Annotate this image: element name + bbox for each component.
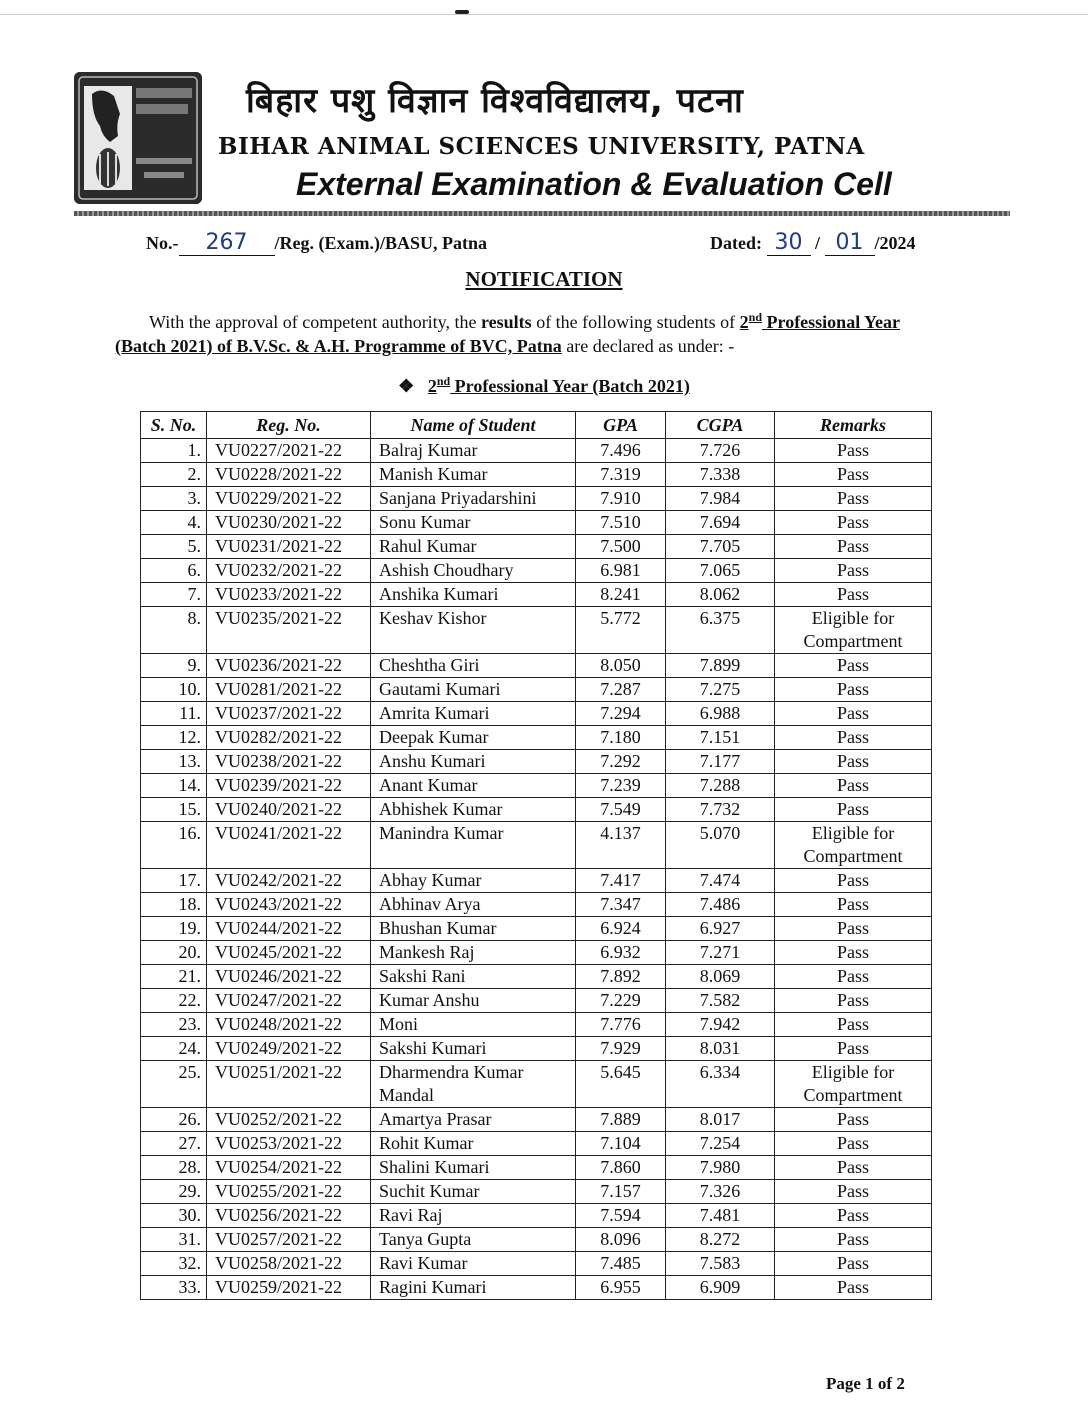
row-gpa: 7.294 (576, 702, 666, 726)
row-name: Rohit Kumar (371, 1132, 576, 1156)
row-reg-no: VU0282/2021-22 (207, 726, 371, 750)
row-reg-no: VU0248/2021-22 (207, 1013, 371, 1037)
row-cgpa: 5.070 (666, 822, 775, 869)
row-remarks: Pass (775, 774, 932, 798)
row-reg-no: VU0241/2021-22 (207, 822, 371, 869)
header-cgpa: CGPA (666, 412, 775, 439)
row-cgpa: 7.271 (666, 941, 775, 965)
table-row (141, 917, 932, 941)
header-reg-no: Reg. No. (207, 412, 371, 439)
row-name: Sanjana Priyadarshini (371, 487, 576, 511)
university-name-english: BIHAR ANIMAL SCIENCES UNIVERSITY, PATNA (218, 133, 865, 160)
row-gpa: 7.239 (576, 774, 666, 798)
row-sno: 21. (141, 965, 207, 989)
row-gpa: 8.050 (576, 654, 666, 678)
row-sno: 3. (141, 487, 207, 511)
header-gpa: GPA (576, 412, 666, 439)
row-sno: 18. (141, 893, 207, 917)
row-name: Amartya Prasar (371, 1108, 576, 1132)
row-remarks: Eligible for Compartment (775, 607, 932, 654)
row-cgpa: 7.732 (666, 798, 775, 822)
table-row (141, 1108, 932, 1132)
row-remarks: Pass (775, 678, 932, 702)
row-sno: 14. (141, 774, 207, 798)
reference-prefix: No.- (146, 233, 179, 253)
row-reg-no: VU0249/2021-22 (207, 1037, 371, 1061)
row-remarks: Pass (775, 1132, 932, 1156)
row-cgpa: 6.927 (666, 917, 775, 941)
row-cgpa: 6.375 (666, 607, 775, 654)
row-sno: 27. (141, 1132, 207, 1156)
row-sno: 9. (141, 654, 207, 678)
row-gpa: 7.292 (576, 750, 666, 774)
notification-text-part2: of the following students of (531, 312, 740, 332)
row-cgpa: 7.582 (666, 989, 775, 1013)
row-cgpa: 7.254 (666, 1132, 775, 1156)
row-name: Ragini Kumari (371, 1276, 576, 1300)
row-cgpa: 7.899 (666, 654, 775, 678)
row-name: Mankesh Raj (371, 941, 576, 965)
row-sno: 7. (141, 583, 207, 607)
row-name: Anant Kumar (371, 774, 576, 798)
row-sno: 24. (141, 1037, 207, 1061)
row-cgpa: 7.583 (666, 1252, 775, 1276)
university-name-hindi: बिहार पशु विज्ञान विश्वविद्यालय, पटना (246, 81, 744, 121)
row-gpa: 7.549 (576, 798, 666, 822)
row-remarks: Pass (775, 535, 932, 559)
row-remarks: Pass (775, 798, 932, 822)
row-remarks: Pass (775, 559, 932, 583)
row-gpa: 7.776 (576, 1013, 666, 1037)
row-sno: 10. (141, 678, 207, 702)
header-sno: S. No. (141, 412, 207, 439)
row-sno: 23. (141, 1013, 207, 1037)
row-gpa: 8.096 (576, 1228, 666, 1252)
row-remarks: Pass (775, 1252, 932, 1276)
row-gpa: 5.645 (576, 1061, 666, 1108)
row-name: Dharmendra Kumar Mandal (371, 1061, 576, 1108)
row-reg-no: VU0242/2021-22 (207, 869, 371, 893)
row-name: Gautami Kumari (371, 678, 576, 702)
row-remarks: Pass (775, 941, 932, 965)
table-row (141, 678, 932, 702)
row-gpa: 7.485 (576, 1252, 666, 1276)
row-remarks: Pass (775, 893, 932, 917)
table-row (141, 511, 932, 535)
row-sno: 32. (141, 1252, 207, 1276)
row-sno: 2. (141, 463, 207, 487)
dated-separator: / (815, 233, 821, 253)
dated-year: /2024 (874, 233, 916, 253)
row-gpa: 4.137 (576, 822, 666, 869)
table-row (141, 941, 932, 965)
table-header-row (141, 412, 932, 439)
row-cgpa: 8.062 (666, 583, 775, 607)
results-table-body (141, 439, 932, 1300)
table-row (141, 750, 932, 774)
row-name: Abhay Kumar (371, 869, 576, 893)
table-row (141, 1252, 932, 1276)
row-gpa: 7.594 (576, 1204, 666, 1228)
row-gpa: 6.955 (576, 1276, 666, 1300)
row-gpa: 7.229 (576, 989, 666, 1013)
row-sno: 28. (141, 1156, 207, 1180)
row-reg-no: VU0237/2021-22 (207, 702, 371, 726)
row-remarks: Pass (775, 439, 932, 463)
row-reg-no: VU0281/2021-22 (207, 678, 371, 702)
section-title-number: 2 (427, 376, 437, 396)
row-remarks: Pass (775, 1108, 932, 1132)
table-row (141, 798, 932, 822)
row-gpa: 7.104 (576, 1132, 666, 1156)
row-remarks: Pass (775, 726, 932, 750)
row-cgpa: 7.705 (666, 535, 775, 559)
table-row (141, 439, 932, 463)
row-remarks: Pass (775, 869, 932, 893)
row-reg-no: VU0243/2021-22 (207, 893, 371, 917)
row-reg-no: VU0236/2021-22 (207, 654, 371, 678)
row-sno: 17. (141, 869, 207, 893)
row-cgpa: 7.326 (666, 1180, 775, 1204)
row-gpa: 6.924 (576, 917, 666, 941)
row-sno: 25. (141, 1061, 207, 1108)
notification-text-part3: are declared as under: - (561, 336, 735, 356)
row-remarks: Pass (775, 511, 932, 535)
header-name: Name of Student (371, 412, 576, 439)
university-logo-icon (74, 72, 202, 204)
row-reg-no: VU0255/2021-22 (207, 1180, 371, 1204)
row-cgpa: 8.272 (666, 1228, 775, 1252)
row-sno: 13. (141, 750, 207, 774)
row-remarks: Pass (775, 965, 932, 989)
row-cgpa: 7.984 (666, 487, 775, 511)
row-name: Sakshi Kumari (371, 1037, 576, 1061)
row-cgpa: 6.909 (666, 1276, 775, 1300)
row-sno: 26. (141, 1108, 207, 1132)
row-gpa: 7.157 (576, 1180, 666, 1204)
row-name: Amrita Kumari (371, 702, 576, 726)
row-remarks: Pass (775, 702, 932, 726)
row-name: Anshika Kumari (371, 583, 576, 607)
row-gpa: 7.889 (576, 1108, 666, 1132)
row-name: Anshu Kumari (371, 750, 576, 774)
row-gpa: 7.180 (576, 726, 666, 750)
table-row (141, 1013, 932, 1037)
row-sno: 1. (141, 439, 207, 463)
row-reg-no: VU0228/2021-22 (207, 463, 371, 487)
row-reg-no: VU0229/2021-22 (207, 487, 371, 511)
row-name: Keshav Kishor (371, 607, 576, 654)
bullet-icon: ❖ (398, 376, 415, 396)
row-reg-no: VU0254/2021-22 (207, 1156, 371, 1180)
row-remarks: Pass (775, 989, 932, 1013)
notification-title: NOTIFICATION (465, 267, 623, 291)
row-cgpa: 7.481 (666, 1204, 775, 1228)
row-reg-no: VU0227/2021-22 (207, 439, 371, 463)
row-gpa: 7.347 (576, 893, 666, 917)
scan-top-edge (0, 14, 1088, 15)
row-gpa: 7.417 (576, 869, 666, 893)
row-remarks: Pass (775, 463, 932, 487)
row-name: Manindra Kumar (371, 822, 576, 869)
row-reg-no: VU0256/2021-22 (207, 1204, 371, 1228)
row-gpa: 7.910 (576, 487, 666, 511)
row-cgpa: 8.017 (666, 1108, 775, 1132)
programme-name: Professional Year (Batch 2021) of B.V.Sc. & A.H. Programme of BVC, Patna (115, 312, 901, 356)
row-cgpa: 7.275 (666, 678, 775, 702)
row-remarks: Pass (775, 1156, 932, 1180)
row-remarks: Pass (775, 654, 932, 678)
row-gpa: 7.500 (576, 535, 666, 559)
row-cgpa: 7.151 (666, 726, 775, 750)
table-row (141, 487, 932, 511)
table-row (141, 726, 932, 750)
row-name: Sonu Kumar (371, 511, 576, 535)
row-name: Cheshtha Giri (371, 654, 576, 678)
results-table (140, 411, 932, 1300)
row-cgpa: 7.474 (666, 869, 775, 893)
programme-ordinal-suffix: nd (748, 310, 763, 324)
row-gpa: 7.860 (576, 1156, 666, 1180)
row-name: Suchit Kumar (371, 1180, 576, 1204)
row-name: Moni (371, 1013, 576, 1037)
row-sno: 12. (141, 726, 207, 750)
section-heading (0, 374, 1088, 397)
row-remarks: Pass (775, 487, 932, 511)
table-row (141, 822, 932, 869)
row-gpa: 5.772 (576, 607, 666, 654)
row-cgpa: 8.069 (666, 965, 775, 989)
header-remarks: Remarks (775, 412, 932, 439)
page-number: Page 1 of 2 (826, 1374, 905, 1393)
row-reg-no: VU0231/2021-22 (207, 535, 371, 559)
reference-number-handwritten: 267 (179, 230, 275, 256)
header-divider (74, 211, 1010, 216)
table-row (141, 583, 932, 607)
row-cgpa: 7.486 (666, 893, 775, 917)
row-name: Kumar Anshu (371, 989, 576, 1013)
row-remarks: Pass (775, 917, 932, 941)
reference-number (146, 230, 487, 256)
row-name: Abhinav Arya (371, 893, 576, 917)
table-row (141, 965, 932, 989)
row-name: Shalini Kumari (371, 1156, 576, 1180)
row-sno: 8. (141, 607, 207, 654)
table-row (141, 1204, 932, 1228)
row-sno: 30. (141, 1204, 207, 1228)
scan-mark (455, 10, 469, 14)
row-cgpa: 7.942 (666, 1013, 775, 1037)
row-remarks: Pass (775, 1180, 932, 1204)
table-row (141, 1132, 932, 1156)
row-gpa: 7.510 (576, 511, 666, 535)
date-line (710, 230, 916, 256)
row-reg-no: VU0252/2021-22 (207, 1108, 371, 1132)
row-name: Tanya Gupta (371, 1228, 576, 1252)
row-sno: 11. (141, 702, 207, 726)
row-name: Balraj Kumar (371, 439, 576, 463)
cell-name: External Examination & Evaluation Cell (296, 166, 892, 202)
row-cgpa: 8.031 (666, 1037, 775, 1061)
row-reg-no: VU0239/2021-22 (207, 774, 371, 798)
notification-text (115, 305, 945, 358)
table-row (141, 702, 932, 726)
row-gpa: 7.929 (576, 1037, 666, 1061)
table-row (141, 559, 932, 583)
row-gpa: 8.241 (576, 583, 666, 607)
dated-day: 30 (767, 230, 811, 256)
table-row (141, 989, 932, 1013)
row-sno: 19. (141, 917, 207, 941)
notification-text-bold: results (481, 312, 532, 332)
row-remarks: Pass (775, 1276, 932, 1300)
row-name: Ashish Choudhary (371, 559, 576, 583)
row-sno: 6. (141, 559, 207, 583)
row-reg-no: VU0233/2021-22 (207, 583, 371, 607)
row-remarks: Pass (775, 1228, 932, 1252)
row-reg-no: VU0246/2021-22 (207, 965, 371, 989)
row-gpa: 7.496 (576, 439, 666, 463)
table-row (141, 654, 932, 678)
row-reg-no: VU0232/2021-22 (207, 559, 371, 583)
row-cgpa: 7.288 (666, 774, 775, 798)
row-reg-no: VU0258/2021-22 (207, 1252, 371, 1276)
table-row (141, 463, 932, 487)
row-name: Rahul Kumar (371, 535, 576, 559)
row-reg-no: VU0244/2021-22 (207, 917, 371, 941)
row-sno: 5. (141, 535, 207, 559)
row-remarks: Eligible for Compartment (775, 1061, 932, 1108)
row-reg-no: VU0251/2021-22 (207, 1061, 371, 1108)
row-gpa: 7.892 (576, 965, 666, 989)
row-reg-no: VU0230/2021-22 (207, 511, 371, 535)
row-cgpa: 6.334 (666, 1061, 775, 1108)
dated-month: 01 (825, 230, 875, 256)
university-logo (74, 72, 202, 204)
table-row (141, 1037, 932, 1061)
row-remarks: Pass (775, 1013, 932, 1037)
row-remarks: Eligible for Compartment (775, 822, 932, 869)
row-cgpa: 7.980 (666, 1156, 775, 1180)
section-title-text: Professional Year (Batch 2021) (450, 376, 690, 396)
row-reg-no: VU0245/2021-22 (207, 941, 371, 965)
row-gpa: 6.932 (576, 941, 666, 965)
table-row (141, 774, 932, 798)
row-sno: 16. (141, 822, 207, 869)
row-remarks: Pass (775, 1204, 932, 1228)
table-row (141, 1276, 932, 1300)
row-reg-no: VU0240/2021-22 (207, 798, 371, 822)
row-reg-no: VU0247/2021-22 (207, 989, 371, 1013)
row-cgpa: 7.694 (666, 511, 775, 535)
row-sno: 31. (141, 1228, 207, 1252)
row-gpa: 6.981 (576, 559, 666, 583)
table-row (141, 1156, 932, 1180)
notification-text-part1: With the approval of competent authority, the (149, 312, 482, 332)
table-row (141, 1180, 932, 1204)
row-reg-no: VU0259/2021-22 (207, 1276, 371, 1300)
row-remarks: Pass (775, 583, 932, 607)
row-sno: 29. (141, 1180, 207, 1204)
dated-label: Dated: (710, 233, 762, 253)
row-gpa: 7.287 (576, 678, 666, 702)
row-name: Bhushan Kumar (371, 917, 576, 941)
row-name: Sakshi Rani (371, 965, 576, 989)
row-name: Abhishek Kumar (371, 798, 576, 822)
reference-suffix: /Reg. (Exam.)/BASU, Patna (274, 233, 487, 253)
row-cgpa: 7.726 (666, 439, 775, 463)
row-name: Ravi Kumar (371, 1252, 576, 1276)
table-row (141, 869, 932, 893)
row-cgpa: 6.988 (666, 702, 775, 726)
table-row (141, 1061, 932, 1108)
row-name: Ravi Raj (371, 1204, 576, 1228)
row-remarks: Pass (775, 1037, 932, 1061)
row-sno: 22. (141, 989, 207, 1013)
section-title-suffix: nd (436, 374, 451, 388)
table-row (141, 1228, 932, 1252)
row-reg-no: VU0253/2021-22 (207, 1132, 371, 1156)
row-name: Manish Kumar (371, 463, 576, 487)
row-sno: 15. (141, 798, 207, 822)
row-cgpa: 7.338 (666, 463, 775, 487)
row-remarks: Pass (775, 750, 932, 774)
table-row (141, 607, 932, 654)
row-reg-no: VU0235/2021-22 (207, 607, 371, 654)
row-cgpa: 7.177 (666, 750, 775, 774)
programme-ordinal: 2 (739, 312, 749, 332)
row-sno: 20. (141, 941, 207, 965)
table-row (141, 535, 932, 559)
table-row (141, 893, 932, 917)
row-sno: 4. (141, 511, 207, 535)
row-reg-no: VU0238/2021-22 (207, 750, 371, 774)
row-name: Deepak Kumar (371, 726, 576, 750)
row-reg-no: VU0257/2021-22 (207, 1228, 371, 1252)
row-sno: 33. (141, 1276, 207, 1300)
row-cgpa: 7.065 (666, 559, 775, 583)
row-gpa: 7.319 (576, 463, 666, 487)
